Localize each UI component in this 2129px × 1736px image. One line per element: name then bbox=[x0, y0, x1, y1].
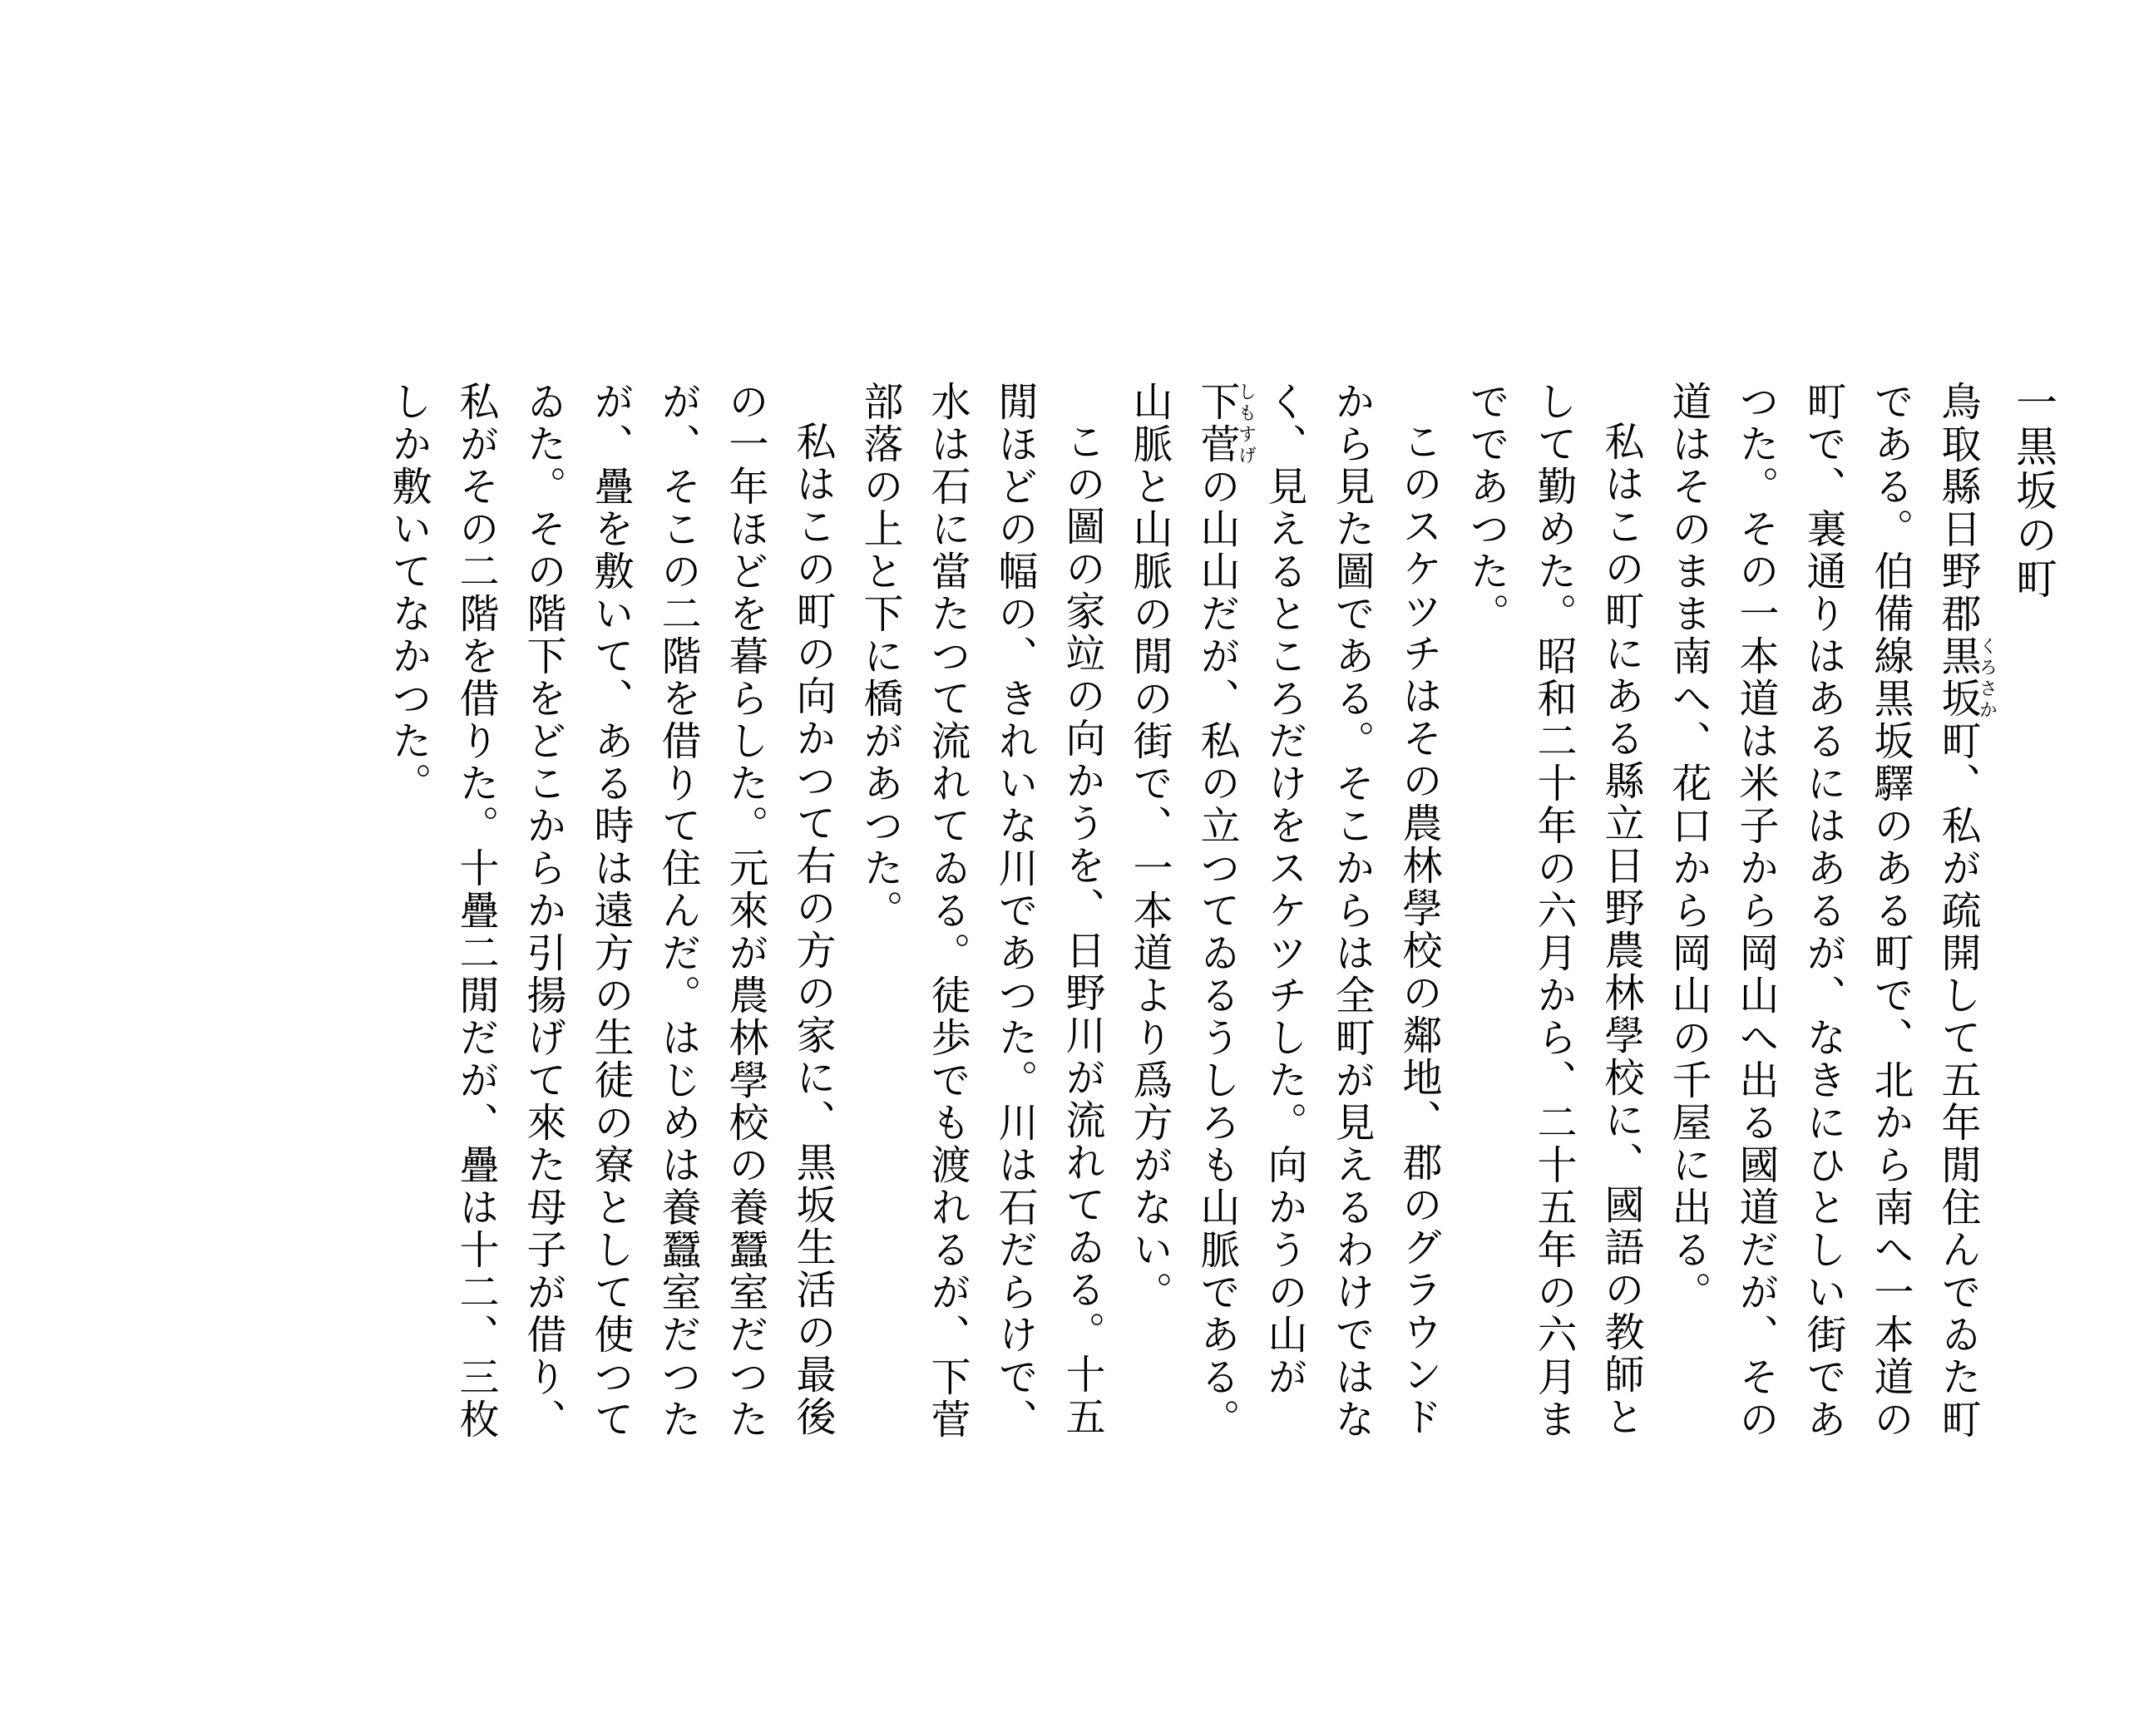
ruby-shimosuge-reading: しもすげ bbox=[1235, 381, 1257, 466]
vertical-text-body bbox=[374, 381, 2071, 1453]
paragraph-4: この圖の家竝の向かうを、日野川が流れてゐる。十五閒ほどの幅の、きれいな川であつた。川は石だらけで、水は石に當たつて流れてゐる。徒歩でも渡れるが、下菅部落の上と下に橋があつた。 bbox=[857, 381, 1105, 1441]
ruby-kurosaka bbox=[1934, 635, 1998, 720]
paragraph-1-part-b: 町、私が疏開して五年閒住んでゐた町である。伯備線黒坂驛のある町で、北から南へ一本道の町で、裏通りはあるにはあるが、なきにひとしい街であつた。その一本道は米子から岡山へ出る國道だが、その道はそのまま南へ、花口から岡山の千屋に出る。 bbox=[1665, 381, 1981, 1441]
ruby-shimosuge bbox=[1193, 381, 1257, 466]
paragraph-1 bbox=[1654, 381, 1996, 1453]
paragraph-2: 私はこの町にある縣立日野農林學校に、國語の教師として勤めた。昭和二十年の六月から、二十五年の六月までであつた。 bbox=[1463, 381, 1644, 1441]
paragraph-3-part-a: このスケツチはその農林學校の鄰地、郡のグラウンドから見た圖である。そこからは全町が見えるわけではなく、見えるところだけをスケツチした。向かうの山が bbox=[1261, 381, 1442, 1441]
ruby-shimosuge-base: 下菅 bbox=[1193, 381, 1240, 466]
paragraph-5: 私はこの町の向かつて右の方の家に、黒坂生活の最後の一年ほどを暮らした。元來が農林學校の養蠶室だつたが、そこの二階を借りて住んだ。はじめは養蠶室だつたが、疊を敷いて、ある時は遠方の生徒の寮として使つてゐた。その階下をどこからか引揚げて來た母子が借り、私がその二階を借りた。十疊二閒だが、疊は十二、三枚しか敷いてなかつた。 bbox=[385, 381, 836, 1441]
section-number: 一 bbox=[2009, 381, 2057, 425]
paragraph-3-part-b: の山山だが、私の立つてゐるうしろも山脈である。山脈と山脈の閒の街で、一本道より爲方がない。 bbox=[1126, 381, 1240, 1441]
ruby-kurosaka-reading: くろさか bbox=[1976, 635, 1998, 720]
paragraph-1-part-a: 鳥取縣日野郡 bbox=[1934, 381, 1981, 635]
section-heading bbox=[1996, 381, 2071, 1453]
ruby-kurosaka-base: 黒坂 bbox=[1934, 635, 1981, 720]
paragraph-3 bbox=[1115, 381, 1452, 1453]
section-title: 黒坂の町 bbox=[2009, 425, 2057, 601]
